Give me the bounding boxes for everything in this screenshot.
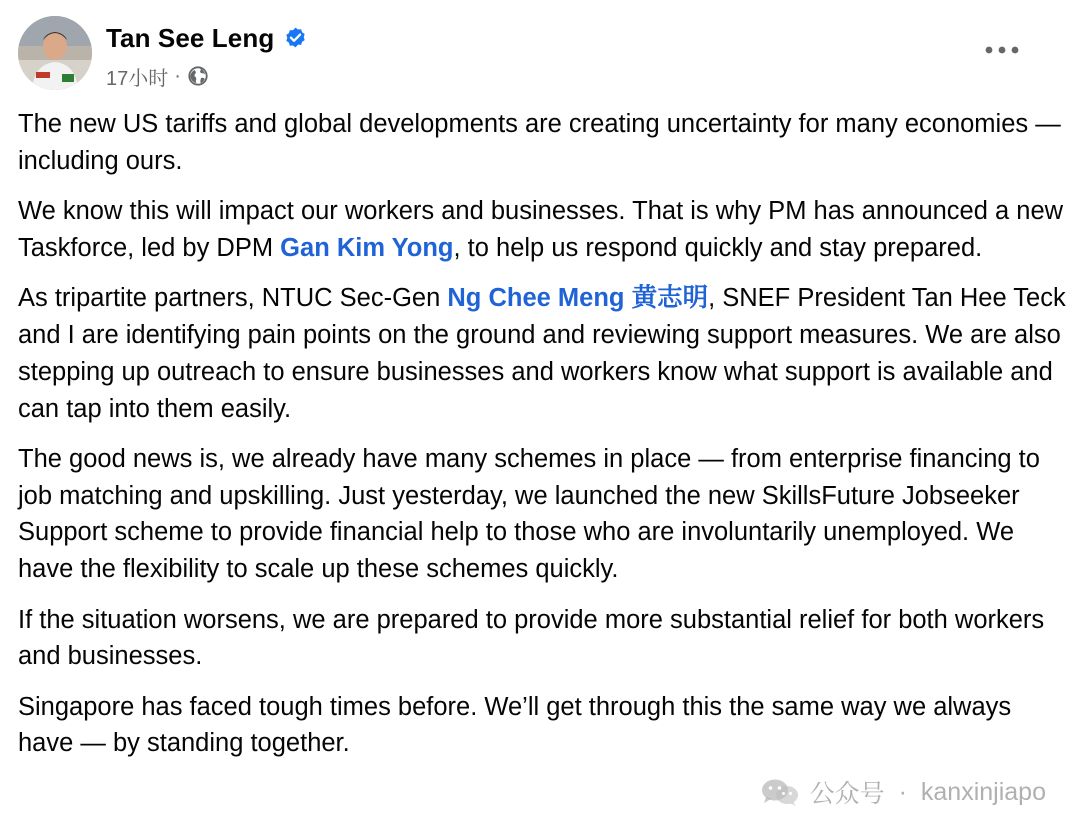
paragraph-text: The good news is, we already have many schemes in place — from enterprise financing to job matching and upskilling. Just yesterday, we launched the new SkillsFuture Jobseeker Support scheme to provide financial help to those who are involuntarily unemployed. We have the flexibility to scale up these schemes quickly. bbox=[18, 444, 1040, 584]
globe-icon[interactable] bbox=[187, 65, 209, 87]
paragraph-text: We know this will impact our workers and businesses. That is why PM has announced a new Taskforce, led by DPM bbox=[18, 197, 1064, 262]
paragraph-text: , to help us respond quickly and stay prepared. bbox=[453, 233, 983, 262]
author-avatar[interactable] bbox=[18, 16, 92, 90]
mention-link[interactable]: Gan Kim Yong bbox=[280, 233, 454, 262]
meta-separator: · bbox=[174, 64, 181, 87]
mention-link[interactable]: Ng Chee Meng 黄志明 bbox=[447, 284, 709, 313]
watermark bbox=[760, 774, 1046, 810]
post-paragraph bbox=[18, 193, 1068, 267]
paragraph-text: The new US tariffs and global developments are creating uncertainty for many economies — including ours. bbox=[18, 110, 1061, 175]
post-meta bbox=[106, 62, 209, 90]
watermark-label: 公众号 bbox=[809, 780, 885, 808]
more-options-button[interactable] bbox=[980, 38, 1024, 62]
watermark-account: kanxinjiapo bbox=[920, 777, 1046, 806]
paragraph-text: As tripartite partners, NTUC Sec-Gen bbox=[18, 284, 448, 313]
post-paragraph bbox=[18, 441, 1068, 588]
post-body bbox=[18, 106, 1068, 776]
profile-photo bbox=[18, 16, 92, 90]
post-header bbox=[18, 16, 1062, 92]
post-timestamp[interactable]: 17小时 bbox=[106, 67, 169, 90]
more-options-icon bbox=[985, 46, 1019, 54]
wechat-icon bbox=[760, 777, 800, 807]
paragraph-text: , SNEF President Tan Hee Teck and I are identifying pain points on the ground and reviewing support measures. We are also stepping up outreach to ensure businesses and workers know what support is available and can tap into them easily. bbox=[18, 284, 1066, 423]
author-name[interactable]: Tan See Leng bbox=[106, 22, 275, 53]
watermark-separator: · bbox=[898, 777, 907, 806]
verified-badge-icon bbox=[283, 26, 308, 51]
post-paragraph bbox=[18, 280, 1068, 427]
paragraph-text: If the situation worsens, we are prepared to provide more substantial relief for both workers and businesses. bbox=[18, 605, 1045, 671]
paragraph-text: Singapore has faced tough times before. We’ll get through this the same way we always have — by standing together. bbox=[18, 692, 1012, 758]
author-line bbox=[106, 21, 308, 55]
post-paragraph bbox=[18, 689, 1068, 763]
post-paragraph bbox=[18, 106, 1068, 180]
post-paragraph bbox=[18, 602, 1068, 676]
